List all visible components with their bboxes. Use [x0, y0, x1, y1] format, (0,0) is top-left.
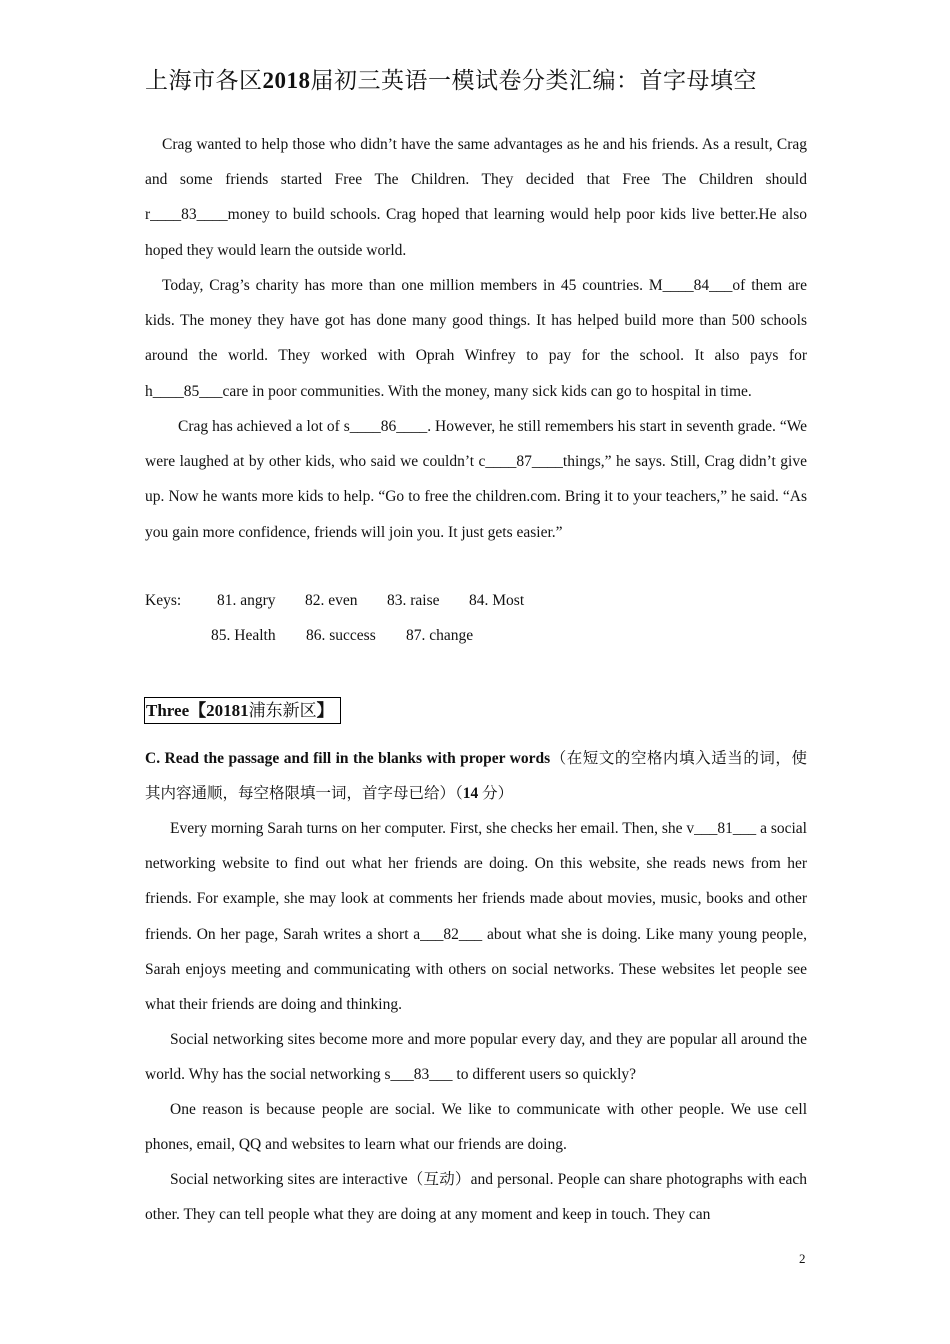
key-84: 84. Most — [469, 592, 525, 609]
passage2-paragraph-4: Social networking sites are interactive（互动）and personal. People can share photographs with each other. They can tell people what they are doing at any moment and keep in touch. They can — [145, 1171, 807, 1224]
header-year: 2018 — [262, 68, 311, 93]
passage2-paragraph-2: Social networking sites become more and more popular every day, and they are popular all around the world. Why has the social networking s___83___ to different users so quickly? — [145, 1031, 807, 1084]
key-87: 87. change — [406, 627, 474, 644]
passage1-paragraph-1: Crag wanted to help those who didn’t have the same advantages as he and his friends. As a result, Crag and some friends started Free The Children. They decided that Free The Children should r____83____money to build schools. Crag hoped that learning would help poor kids live better.He also hoped they would learn the outside world. — [145, 136, 807, 259]
key-85: 85. Health — [211, 627, 276, 644]
section-title-end: 】 — [316, 701, 334, 720]
key-82: 82. even — [305, 592, 358, 609]
instruction — [145, 741, 807, 811]
keys-label: Keys: — [145, 592, 182, 609]
key-86: 86. success — [306, 627, 376, 644]
section-title — [144, 697, 341, 724]
passage2-paragraph-1: Every morning Sarah turns on her computer. First, she checks her email. Then, she v___81___ a social networking website to find out what her friends are doing. On this website, she reads news from her friends. For example, she may look at comments her friends made about movies, music, books and other friends. On her page, Sarah writes a short a___82___ about what she is doing. Like many young people, Sarah enjoys meeting and communicating with others on social networks. These websites let people see what their friends are doing and thinking. — [145, 820, 807, 1014]
instruction-bold: C. Read the passage and fill in the blanks with proper words — [145, 750, 551, 767]
section-title-en: Three【20181 — [146, 701, 249, 720]
instruction-cn-1: （在短文的空格内填入适当的词，使其内容通顺，每空格限填一词，首字母已给）（ — [145, 750, 807, 803]
passage2-paragraph-3: One reason is because people are social. We like to communicate with other people. We use cell phones, email, QQ and websites to learn what our friends are doing. — [145, 1101, 807, 1154]
passage1-paragraph-3: Crag has achieved a lot of s____86____. However, he still remembers his start in seventh grade. “We were laughed at by other kids, who said we couldn’t c____87____things,” he says. Still, Crag didn’t give up. Now he wants more kids to help. “Go to free the children.com. Bring it to your teachers,” he said. “As you gain more confidence, friends will join you. It just gets easier.” — [145, 418, 807, 541]
passage1-paragraph-2: Today, Crag’s charity has more than one million members in 45 countries. M____84___of them are kids. The money they have got has done many good things. It has helped build more than 500 schools around the world. They worked with Oprah Winfrey to pay for the school. It also pays for h____85___care in poor communities. With the money, many sick kids can go to hospital in time. — [145, 277, 807, 400]
answer-keys-row-1 — [145, 592, 524, 610]
header-prefix: 上海市各区 — [145, 68, 263, 93]
instruction-cn-2: 分） — [478, 785, 514, 803]
key-83: 83. raise — [387, 592, 440, 609]
header-suffix: 届初三英语一模试卷分类汇编：首字母填空 — [310, 68, 757, 93]
answer-keys-row-2 — [211, 627, 473, 645]
instruction-points: 14 — [462, 785, 479, 803]
page-number: 2 — [799, 1251, 806, 1266]
section-title-district: 浦东新区 — [248, 701, 317, 720]
key-81: 81. angry — [217, 592, 276, 609]
page-header — [145, 62, 757, 95]
